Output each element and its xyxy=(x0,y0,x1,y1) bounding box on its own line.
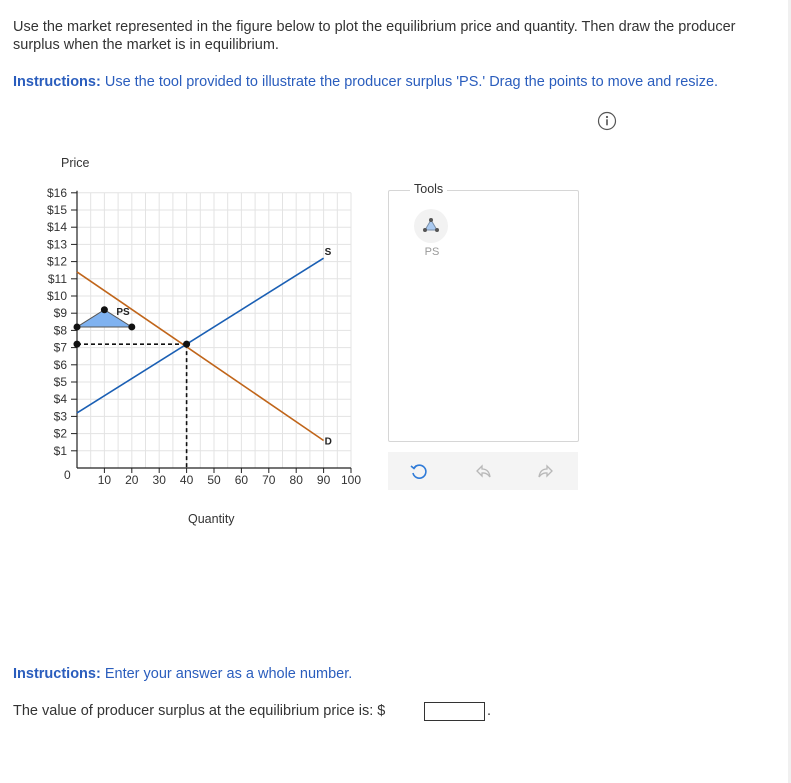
x-tick-label: 90 xyxy=(316,473,331,487)
undo-icon[interactable] xyxy=(472,460,494,482)
x-tick-label: 10 xyxy=(97,473,112,487)
x-tick-label: 80 xyxy=(289,473,303,487)
y-tick-label: $13 xyxy=(46,237,67,252)
x-tick-labels xyxy=(98,473,362,487)
equilibrium-point[interactable] xyxy=(183,341,190,348)
tools-title: Tools xyxy=(410,182,447,196)
ps-handle[interactable] xyxy=(101,306,108,313)
ps-handle[interactable] xyxy=(128,323,135,330)
reset-icon[interactable] xyxy=(408,460,430,482)
y-tick-label: $1 xyxy=(53,443,67,458)
x-axis-title: Quantity xyxy=(188,512,235,526)
answer-instructions-label: Instructions: xyxy=(13,666,101,682)
supply-label: S xyxy=(324,247,332,259)
answer-suffix: . xyxy=(487,703,492,719)
answer-prompt: The value of producer surplus at the equilibrium price is: $ xyxy=(13,703,386,719)
demand-label: D xyxy=(324,436,332,448)
y-tick-label: $12 xyxy=(46,254,67,269)
y-tick-label: $4 xyxy=(53,392,67,407)
y-tick-label: $14 xyxy=(46,220,67,235)
graph-toolbar xyxy=(388,452,578,490)
redo-icon[interactable] xyxy=(535,460,557,482)
instructions-body: Use the tool provided to illustrate the producer surplus 'PS.' Drag the points to move and resize. xyxy=(100,74,719,90)
x-tick-label: 30 xyxy=(152,473,166,487)
x-tick-label: 100 xyxy=(340,473,362,487)
ps-handle[interactable] xyxy=(74,323,81,330)
answer-instructions-body: Enter your answer as a whole number. xyxy=(100,666,353,682)
y-tick-label: $8 xyxy=(53,323,67,338)
grid xyxy=(77,193,351,468)
y-tick-label: $3 xyxy=(53,409,67,424)
producer-surplus-input[interactable] xyxy=(424,702,485,721)
x-tick-label: 70 xyxy=(262,473,276,487)
instructions-label: Instructions: xyxy=(13,74,101,90)
x-tick-label: 20 xyxy=(125,473,139,487)
y-axis-title: Price xyxy=(61,156,90,170)
y-tick-label: $16 xyxy=(46,185,67,200)
ps-tool-label: PS xyxy=(424,246,440,258)
y-tick-label: $11 xyxy=(47,271,67,286)
info-icon[interactable] xyxy=(597,111,617,131)
y-tick-label: $2 xyxy=(53,426,67,441)
y-tick-label: $10 xyxy=(46,289,67,303)
y-tick-label: $9 xyxy=(53,306,67,321)
equilibrium-price-point[interactable] xyxy=(74,341,81,348)
y-tick-label: $5 xyxy=(53,375,67,389)
y-tick-label: $7 xyxy=(53,340,67,355)
y-tick-label: $6 xyxy=(53,357,67,372)
y-tick-labels xyxy=(47,186,67,458)
origin-label: 0 xyxy=(64,468,71,482)
x-tick-label: 60 xyxy=(234,473,249,487)
x-tick-label: 40 xyxy=(179,473,194,487)
x-tick-label: 50 xyxy=(207,473,221,487)
ps-label: PS xyxy=(116,306,130,318)
instructions-text xyxy=(13,73,753,91)
answer-instructions xyxy=(13,666,352,682)
ps-tool-button[interactable] xyxy=(413,208,449,244)
market-graph[interactable] xyxy=(0,140,380,540)
y-tick-label: $15 xyxy=(46,203,67,217)
question-text: Use the market represented in the figure below to plot the equilibrium price and quantity. Then draw the producer surplus when the market is in equilibrium. xyxy=(13,19,736,53)
